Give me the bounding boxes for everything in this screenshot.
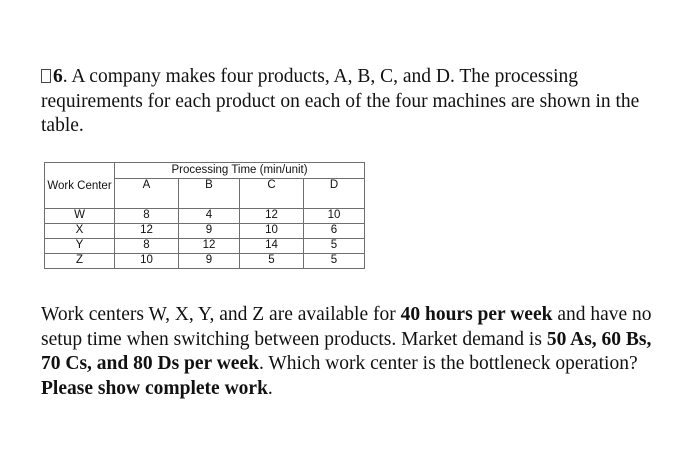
question-number: 6 — [53, 66, 63, 87]
table-caption: Processing Time (min/unit) — [115, 163, 365, 179]
work-center-y: Y — [45, 238, 115, 253]
cell: 9 — [179, 253, 240, 268]
table-row-y — [45, 238, 365, 253]
table-row-x — [45, 223, 365, 238]
cell: 5 — [304, 253, 365, 268]
cell: 8 — [115, 238, 179, 253]
cell: 4 — [179, 208, 240, 223]
table-row-z — [45, 253, 365, 268]
closing-text-4: . — [267, 377, 273, 399]
question-body — [41, 303, 666, 401]
work-center-header: Work Center — [45, 179, 115, 209]
work-center-x: X — [45, 223, 115, 238]
cell: 9 — [179, 223, 240, 238]
capacity-emphasis: 40 hours per week — [400, 304, 553, 325]
closing-text-2: and have no setup time when switching between products. Market demand is — [41, 304, 652, 350]
column-header-d: D — [304, 179, 365, 209]
missing-glyph-box-icon — [41, 69, 51, 83]
cell: 14 — [240, 238, 304, 253]
cell: 10 — [115, 253, 179, 268]
closing-text-1: Work centers W, X, Y, and Z are available for — [41, 304, 401, 325]
cell: 8 — [115, 208, 179, 223]
instruction-emphasis: Please show complete work — [41, 377, 268, 399]
cell: 5 — [240, 253, 304, 268]
cell: 10 — [240, 223, 304, 238]
question-intro-text: . A company makes four products, A, B, C, and D. The processing requirements for each product on each of the four machines are shown in the table. — [41, 66, 640, 136]
column-header-b: B — [179, 179, 240, 209]
work-center-z: Z — [45, 253, 115, 268]
column-header-c: C — [240, 179, 304, 209]
processing-time-table — [44, 162, 365, 269]
cell: 12 — [115, 223, 179, 238]
cell: 5 — [304, 238, 365, 253]
cell: 6 — [304, 223, 365, 238]
column-header-a: A — [115, 179, 179, 209]
cell: 12 — [179, 238, 240, 253]
closing-text-3: . Which work center is the bottleneck operation? — [258, 353, 638, 374]
table-row-w — [45, 208, 365, 223]
corner-cell — [45, 163, 115, 179]
demand-emphasis: 50 As, 60 Bs, 70 Cs, and 80 Ds per week — [41, 328, 652, 374]
question-intro — [41, 65, 666, 139]
work-center-w: W — [45, 208, 115, 223]
cell: 10 — [304, 208, 365, 223]
cell: 12 — [240, 208, 304, 223]
